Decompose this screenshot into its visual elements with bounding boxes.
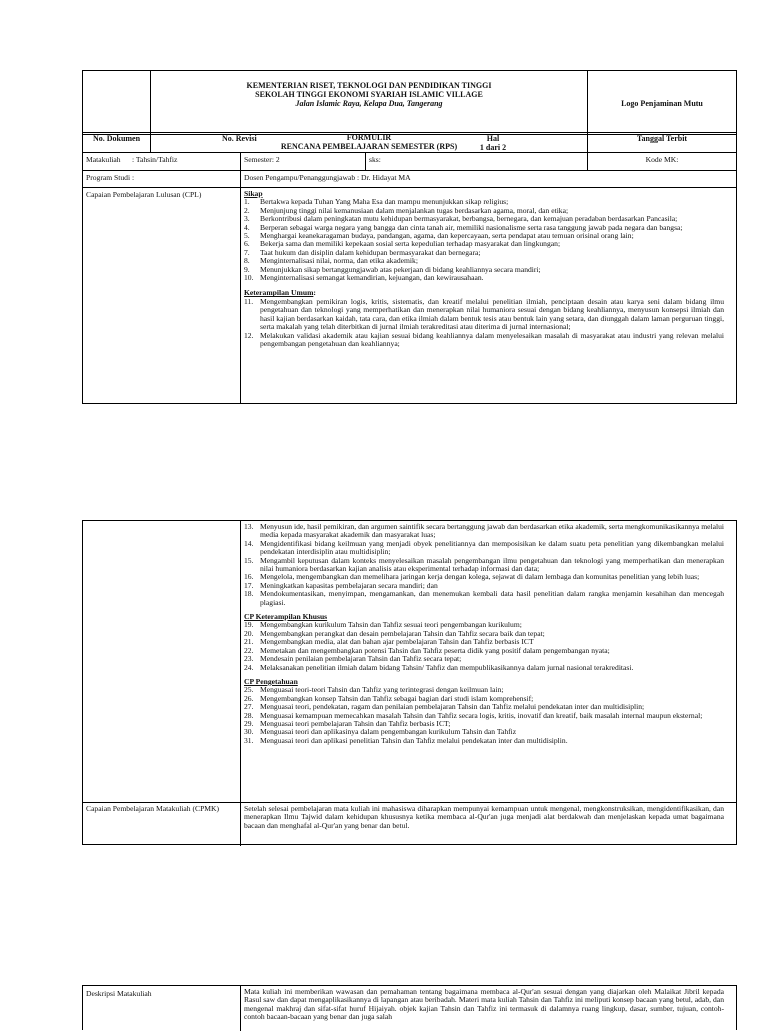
cpl-content [241,188,736,404]
list-item [244,737,724,745]
deskripsi-table [82,985,737,1030]
item-number: 25. [244,685,254,695]
cpl-cont-row [83,521,736,803]
item-text: Menguasai teori dan aplikasi penelitian Tahsin dan Tahfiz melalui pendekatan inter dan multidisiplin. [260,735,568,745]
item-text: Mendesain penilaian pembelajaran Tahsin dan Tahfiz secara tepat; [260,654,462,664]
cpmk-text: Setelah selesai pembelajaran mata kuliah ini mahasiswa diharapkan mempunyai kemampuan untuk mengenal, mengkonstruksikan, mengidentifikasikan, dan menerapkan Ilmu Tajwid dalam kehidupan khususnya ketika membaca al-Qur'an juga menjadi alat berdakwah dan menjelaskan kepada umat bagaimana bacaan dan menghafal al-Qur'an yang benar dan betul. [244,804,724,830]
ministry-name: KEMENTERIAN RISET, TEKNOLOGI DAN PENDIDIKAN TINGGI [246,81,492,90]
list-item [244,664,724,672]
list-item [244,298,724,332]
item-number: 3. [244,214,250,224]
item-text: Mengembangkan kurikulum Tahsin dan Tahfiz sesuai teori pengembangan kurikulum; [260,620,522,630]
cp-keterampilan-khusus-title: CP Keterampilan Khusus [244,612,328,622]
sikap-title: Sikap [244,189,263,198]
item-number: 17. [244,580,254,590]
item-number: 18. [244,589,254,599]
institution-block [151,71,587,132]
item-text: Mengidentifikasi bidang keilmuan yang menjadi obyek penelitiannya dan memposisikan ke dalam suatu peta penelitian yang dikembangkan melalui pendekatan interdisiplin atau multidisiplin; [260,538,724,557]
item-text: Mengambil keputusan dalam konteks menyelesaikan masalah pengembangan ilmu pengetahuan dan teknologi yang memperhatikan dan menerapkan nilai humaniora berdasarkan kajian analisis atau eksperimental terhadap informasi dan data; [260,555,724,574]
deskripsi-text: Mata kuliah ini memberikan wawasan dan pemahaman tentang bagaimana membaca al-Qur'an sesuai dengan yang diajarkan oleh Malaikat Jibril kepada Rasul saw dan dapat mengaplikasikannya di lapangan atau beribadah. Materi mata kuliah Tahsin dan Tahfiz ini meliputi konsep bacaan yang betul, adab, dan mengenal makhraj dan sifat-sifat huruf Hijaiyah. objek kajian Tahsin dan Tahfiz ini termasuk di dalamnya ruang lingkup, dasar, sumber, tujuan, contoh-contoh bacaan-bacaan yang benar dan juga salah [244,987,724,1022]
doc-meta-row [83,133,736,153]
item-number: 15. [244,555,254,565]
deskripsi-row [83,986,736,1031]
item-number: 8. [244,256,250,266]
item-number: 31. [244,735,254,745]
list-item [244,274,724,282]
list-item [244,523,724,540]
item-text: Melaksanakan penelitian ilmiah dalam bidang Tahsin/ Tahfiz dan mempublikasikannya dalam jurnal nasional terakreditasi. [260,662,634,672]
item-number: 19. [244,620,254,630]
item-text: Mengelola, mengembangkan dan memelihara jaringan kerja dengan kolega, sejawat di dalam lembaga dan komunitas penelitian yang lebih luas; [260,572,700,582]
item-text: Bertakwa kepada Tuhan Yang Maha Esa dan mampu menunjukkan sikap religius; [260,197,509,207]
item-text: Berperan sebagai warga negara yang bangga dan cinta tanah air, memiliki nasionalisme serta rasa tanggung jawab pada negara dan bangsa; [260,222,683,232]
cp-pengetahuan-title: CP Pengetahuan [244,676,298,686]
item-text: Berkontribusi dalam peningkatan mutu kehidupan bermasyarakat, berbangsa, bernegara, dan kemajuan peradaban berdasarkan Pancasila; [260,214,678,224]
item-text: Mengembangkan media, alat dan bahan ajar pembelajaran Tahsin dan Tahfiz berbasis ICT [260,637,534,647]
logo-label: Logo Penjaminan Mutu [621,99,703,108]
matakuliah-cell: Matakuliah : Tahsin/Tahfiz [86,155,178,164]
rps-header-table [82,70,737,404]
item-number: 4. [244,222,250,232]
keterampilan-khusus-list [244,621,724,671]
course-row [83,153,736,171]
item-number: 10. [244,273,254,283]
item-number: 12. [244,330,254,340]
sks-cell: sks: [369,155,381,164]
item-text: Menguasai kemampuan memecahkan masalah Tahsin dan Tahfiz secara logis, kritis, inovatif dan kreatif, baik masalah internal maupun eksternal; [260,710,703,720]
list-item [244,332,724,349]
keterampilan-umum-list-a [244,298,724,348]
doc-no-label: No. Dokumen [92,134,141,143]
item-number: 9. [244,264,250,274]
page-number: Hal 1 dari 2 [479,134,507,152]
item-number: 6. [244,239,250,249]
item-number: 16. [244,572,254,582]
item-number: 20. [244,628,254,638]
date-label: Tanggal Terbit [636,134,688,143]
item-number: 1. [244,197,250,207]
school-name: SEKOLAH TINGGI EKONOMI SYARIAH ISLAMIC VILLAGE [255,90,483,99]
item-number: 27. [244,702,254,712]
item-text: Meningkatkan kapasitas pembelajaran secara mandiri; dan [260,580,438,590]
school-address: Jalan Islamic Raya, Kelapa Dua, Tangerang [295,99,443,108]
item-text: Menguasai teori, pendekatan, ragam dan penilaian pembelajaran Tahsin dan Tahfiz melalui pendekatan inter dan multidisiplin; [260,702,645,712]
item-text: Mengembangkan konsep Tahsin dan Tahfiz sebagai bagian dari studi islam komprehensif; [260,693,534,703]
item-text: Memetakan dan mengembangkan potensi Tahsin dan Tahfiz peserta didik yang positif dalam pengembangan nyata; [260,645,610,655]
item-text: Mendokumentasikan, menyimpan, mengamankan, dan menemukan kembali data hasil penelitian dalam rangka menjamin kesahihan dan mencegah plagiasi. [260,589,724,607]
cpmk-row [83,803,736,846]
rev-no-label: No. Revisi [222,134,257,143]
form-label: FORMULIR [346,133,392,142]
item-number: 7. [244,247,250,257]
prodi-cell: Program Studi : [86,173,135,182]
keterampilan-umum-list-b [244,523,724,607]
header-row [83,71,736,133]
list-item [244,557,724,574]
semester-cell: Semester: 2 [244,155,280,164]
dosen-cell: Dosen Pengampu/Penanggungjawab : Dr. Hidayat MA [244,173,411,182]
prodi-row [83,171,736,188]
item-text: Menyusun ide, hasil pemikiran, dan argumen saintifik secara bertanggung jawab dan berdasarkan etika akademik, serta mengkomunikasikannya melalui media kepada masyarakat akademik dan masyarakat luas; [260,522,724,540]
item-number: 13. [244,522,254,531]
item-text: Melakukan validasi akademik atau kajian sesuai bidang keahliannya dalam menyelesaikan masalah di masyarakat atau industri yang relevan melalui pengembangan pengetahuan dan keahliannya; [260,330,724,348]
form-title: RENCANA PEMBELAJARAN SEMESTER (RPS) [280,142,458,151]
sikap-list [244,198,724,282]
item-text: Menguasai teori-teori Tahsin dan Tahfiz yang terintegrasi dengan keilmuan lain; [260,685,504,695]
item-number: 30. [244,727,254,737]
item-number: 26. [244,693,254,703]
item-text: Menguasai teori dan aplikasinya dalam pengembangan kurikulum Tahsin dan Tahfiz [260,727,517,737]
keterampilan-umum-title: Keterampilan Umum: [244,288,316,298]
item-text: Mengembangkan pemikiran logis, kritis, sistematis, dan kreatif melalui penelitian ilmiah, penciptaan desain atau karya seni dalam bidang ilmu pengetahuan dan teknologi yang memperhatikan dan menerapkan nilai humaniora sesuai dengan bidang keahliannya, menyusun konsepsi ilmiah dan hasil kajian berdasarkan kaidah, tata cara, dan etika ilmiah dalam bentuk tesis atau bentuk lain yang setara, dan diunggah dalam laman perguruan tinggi, serta makalah yang telah diterbitkan di jurnal ilmiah terakreditasi atau diterima di jurnal internasional; [260,296,724,332]
item-number: 5. [244,231,250,241]
list-item [244,540,724,557]
logo-penjaminan-mutu [588,71,736,132]
item-text: Menginternalisasi semangat kemandirian, kejuangan, dan kewirausahaan. [260,273,484,283]
item-number: 2. [244,205,250,215]
item-text: Taat hukum dan disiplin dalam kehidupan bermasyarakat dan bernegara; [260,247,481,257]
cpl-row [83,188,736,404]
cpl-label: Capaian Pembelajaran Lulusan (CPL) [86,190,202,199]
item-number: 14. [244,538,254,548]
cpl-continuation-table [82,520,737,845]
item-number: 11. [244,296,254,306]
cpmk-label: Capaian Pembelajaran Matakuliah (CPMK) [86,804,220,813]
item-number: 28. [244,710,254,720]
cpl-cont-content [241,521,736,802]
item-text: Menunjukkan sikap bertanggungjawab atas pekerjaan di bidang keahliannya secara mandiri; [260,264,541,274]
item-text: Bekerja sama dan memiliki kepekaan sosial serta kepedulian terhadap masyarakat dan lingkungan; [260,239,561,249]
item-text: Menjunjung tinggi nilai kemanusiaan dalam menjalankan tugas berdasarkan agama, moral, dan etika; [260,205,569,215]
pengetahuan-list [244,686,724,745]
item-number: 22. [244,645,254,655]
item-text: Menghargai keanekaragaman budaya, pandangan, agama, dan kepercayaan, serta pendapat atau temuan orisinal orang lain; [260,231,634,241]
deskripsi-label: Deskripsi Matakuliah [86,989,152,998]
item-text: Menginternalisasi nilai, norma, dan etika akademik; [260,256,418,266]
item-number: 21. [244,637,254,647]
cpl-cont-label [83,521,240,802]
logo-left-cell [83,71,150,132]
item-number: 29. [244,718,254,728]
item-number: 24. [244,662,254,672]
item-text: Menguasai teori pembelajaran Tahsin dan Tahfiz berbasis ICT; [260,718,451,728]
kode-mk-cell: Kode MK: [645,155,679,164]
item-text: Mengembangkan perangkat dan desain pembelajaran Tahsin dan Tahfiz secara baik dan tepat; [260,628,545,638]
item-number: 23. [244,654,254,664]
list-item [244,590,724,607]
